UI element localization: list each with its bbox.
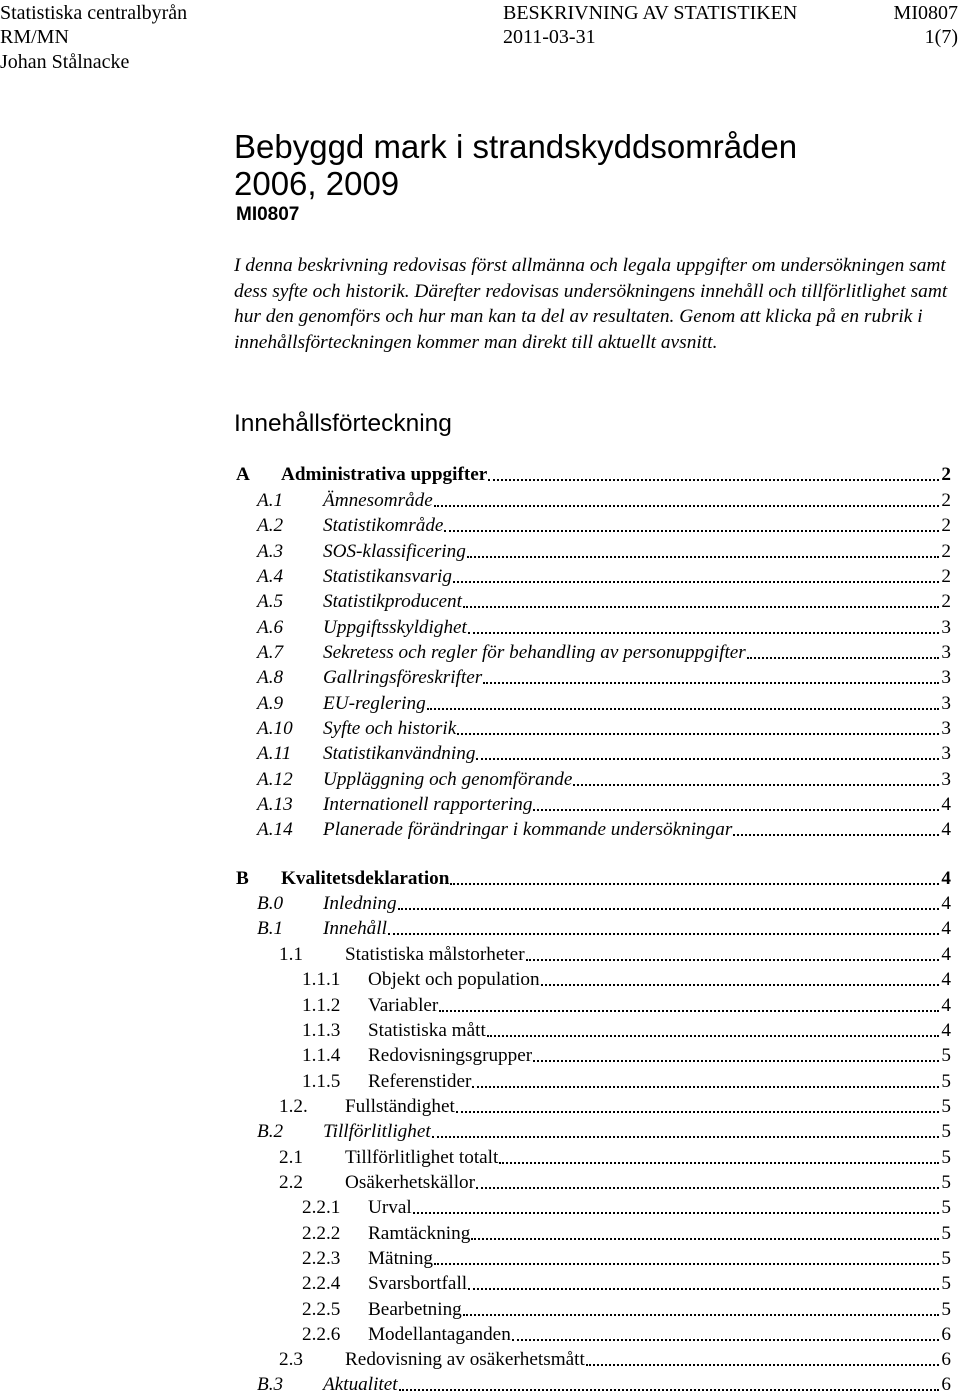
dot-leader (471, 1237, 939, 1240)
dot-leader (476, 1186, 939, 1189)
dot-leader (487, 1034, 940, 1037)
toc-entry-label: Syfte och historik (323, 718, 457, 739)
toc-entry-page: 2 (941, 566, 951, 587)
toc-entry-page: 3 (941, 769, 951, 790)
toc-entry-label: Modellantaganden (368, 1324, 511, 1345)
dot-leader (432, 1135, 940, 1138)
toc-entry-label: Statistikansvarig (323, 566, 452, 587)
dot-leader (533, 1059, 939, 1062)
toc-entry-page: 3 (941, 693, 951, 714)
toc-entry-page: 5 (941, 1147, 951, 1168)
toc-entry-1-2[interactable] (279, 1095, 951, 1119)
dot-leader (450, 882, 939, 885)
toc-entry-number: A.3 (257, 541, 284, 562)
toc-entry-1-1[interactable] (279, 943, 951, 967)
toc-entry-page: 5 (941, 1121, 951, 1142)
toc-entry-page: 3 (941, 718, 951, 739)
toc-entry-2-2-1[interactable] (302, 1196, 951, 1220)
dot-leader (586, 1363, 940, 1366)
toc-entry-page: 4 (941, 1020, 951, 1041)
toc-entry-b0[interactable] (257, 892, 951, 916)
dot-leader (541, 983, 940, 986)
toc-entry-label: Internationell rapportering (323, 794, 533, 815)
toc-entry-number: A.9 (257, 693, 284, 714)
toc-entry-number: B.2 (257, 1121, 284, 1142)
header-page-number: 1(7) (924, 26, 958, 48)
dot-leader (499, 1161, 939, 1164)
toc-entry-page: 2 (941, 591, 951, 612)
dot-leader (439, 1009, 939, 1012)
toc-entry-page: 4 (941, 868, 951, 889)
toc-entry-page: 4 (941, 995, 951, 1016)
toc-entry-number: B.3 (257, 1374, 284, 1395)
toc-entry-1-1-4[interactable] (302, 1044, 951, 1068)
toc-entry-label: Tillförlitlighet totalt (345, 1147, 499, 1168)
toc-entry-label: Statistiska målstorheter (345, 944, 525, 965)
toc-entry-page: 5 (941, 1096, 951, 1117)
toc-entry-page: 4 (941, 918, 951, 939)
toc-entry-label: Svarsbortfall (368, 1273, 468, 1294)
header-org: Statistiska centralbyrån (0, 2, 188, 24)
toc-entry-2-2-2[interactable] (302, 1222, 951, 1246)
toc-entry-number: 1.2. (279, 1096, 308, 1117)
toc-entry-b3[interactable] (257, 1373, 951, 1397)
toc-entry-number: 1.1.3 (302, 1020, 341, 1041)
toc-entry-label: Sekretess och regler för behandling av personuppgifter (323, 642, 746, 663)
dot-leader (747, 656, 940, 659)
toc-entry-a2[interactable] (257, 514, 951, 538)
dot-leader (457, 732, 939, 735)
toc-entry-2-2-4[interactable] (302, 1272, 951, 1296)
dot-leader (468, 631, 940, 634)
toc-entry-a3[interactable] (257, 540, 951, 564)
dot-leader (483, 681, 939, 684)
toc-entry-page: 3 (941, 667, 951, 688)
dot-leader (467, 555, 940, 558)
toc-entry-number: A.5 (257, 591, 284, 612)
toc-entry-page: 4 (941, 893, 951, 914)
header-date: 2011-03-31 (503, 26, 596, 48)
toc-entry-label: Ämnesområde (323, 490, 433, 511)
toc-entry-b[interactable] (236, 867, 951, 891)
toc-entry-number: 2.2.2 (302, 1223, 341, 1244)
toc-entry-label: Tillförlitlighet (323, 1121, 431, 1142)
dot-leader (526, 958, 940, 961)
toc-entry-page: 5 (941, 1248, 951, 1269)
toc-entry-label: Redovisningsgrupper (368, 1045, 533, 1066)
toc-entry-number: A.8 (257, 667, 284, 688)
toc-entry-number: B.1 (257, 918, 284, 939)
toc-entry-page: 3 (941, 642, 951, 663)
toc-entry-label: Kvalitetsdeklaration (281, 868, 450, 889)
toc-entry-number: A (236, 464, 250, 485)
dot-leader (453, 580, 939, 583)
dot-leader (427, 707, 940, 710)
toc-entry-number: 1.1.2 (302, 995, 341, 1016)
toc-entry-number: A.10 (257, 718, 293, 739)
toc-entry-2-1[interactable] (279, 1146, 951, 1170)
toc-entry-number: A.12 (257, 769, 293, 790)
toc-entry-number: A.1 (257, 490, 284, 511)
toc-entry-page: 3 (941, 617, 951, 638)
toc-entry-page: 3 (941, 743, 951, 764)
toc-entry-number: 2.2.6 (302, 1324, 341, 1345)
toc-entry-a5[interactable] (257, 590, 951, 614)
intro-paragraph: I denna beskrivning redovisas först allmänna och legala uppgifter om undersökningen samt dess syfte och historik. Därefter redovisas undersökningens innehåll och tillförlitlighet samt hur den genomförs och hur man kan ta del av resultaten. Genom att klicka på en rubrik i innehållsförteckningen kommer man direkt till aktuellt avsnitt. (234, 255, 948, 353)
toc-entry-a13[interactable] (257, 793, 951, 817)
toc-entry-2-3[interactable] (279, 1348, 951, 1372)
toc-entry-label: Gallringsföreskrifter (323, 667, 483, 688)
toc-entry-a7[interactable] (257, 641, 951, 665)
toc-entry-label: Mätning (368, 1248, 434, 1269)
dot-leader (472, 1085, 939, 1088)
toc-entry-page: 2 (941, 464, 951, 485)
dot-leader (468, 1287, 939, 1290)
toc-entry-number: A.13 (257, 794, 293, 815)
toc-entry-1-1-1[interactable] (302, 968, 951, 992)
toc-entry-label: Redovisning av osäkerhetsmått (345, 1349, 585, 1370)
toc-entry-1-1-5[interactable] (302, 1070, 951, 1094)
toc-entry-2-2-5[interactable] (302, 1298, 951, 1322)
dot-leader (512, 1338, 940, 1341)
toc-entry-page: 5 (941, 1197, 951, 1218)
toc-entry-b2[interactable] (257, 1120, 951, 1144)
toc-entry-a14[interactable] (257, 818, 951, 842)
toc-entry-page: 5 (941, 1299, 951, 1320)
toc-entry-a[interactable] (236, 463, 951, 487)
toc-entry-label: Aktualitet (323, 1374, 398, 1395)
toc-entry-number: 2.2 (279, 1172, 303, 1193)
toc-entry-number: 2.2.3 (302, 1248, 341, 1269)
toc-entry-page: 6 (941, 1324, 951, 1345)
toc-entry-label: SOS-klassificering (323, 541, 466, 562)
toc-entry-page: 6 (941, 1349, 951, 1370)
header-unit: RM/MN (0, 26, 69, 48)
toc-entry-number: A.6 (257, 617, 284, 638)
toc-entry-number: 1.1.5 (302, 1071, 341, 1092)
toc-entry-label: Objekt och population (368, 969, 540, 990)
toc-entry-label: Innehåll (323, 918, 387, 939)
toc-entry-label: Inledning (323, 893, 397, 914)
document-code: MI0807 (236, 204, 300, 225)
toc-entry-label: Statistiska mått (368, 1020, 486, 1041)
toc-entry-number: 2.1 (279, 1147, 303, 1168)
toc-entry-label: Referenstider (368, 1071, 472, 1092)
toc-entry-page: 4 (941, 969, 951, 990)
header-code: MI0807 (893, 2, 958, 24)
document-subtitle-years: 2006, 2009 (234, 165, 400, 202)
toc-entry-page: 5 (941, 1045, 951, 1066)
toc-entry-label: Statistikområde (323, 515, 444, 536)
dot-leader (733, 833, 939, 836)
toc-entry-number: B.0 (257, 893, 284, 914)
toc-entry-number: 1.1.4 (302, 1045, 341, 1066)
toc-entry-label: Variabler (368, 995, 439, 1016)
toc-entry-label: Uppgiftsskyldighet (323, 617, 467, 638)
dot-leader (399, 1388, 940, 1391)
toc-entry-number: 2.3 (279, 1349, 303, 1370)
document-title: Bebyggd mark i strandskyddsområden (234, 128, 798, 165)
toc-entry-1-1-3[interactable] (302, 1019, 951, 1043)
toc-entry-a6[interactable] (257, 616, 951, 640)
toc-entry-a12[interactable] (257, 768, 951, 792)
toc-entry-number: 2.2.5 (302, 1299, 341, 1320)
dot-leader (476, 757, 939, 760)
dot-leader (444, 529, 939, 532)
dot-leader (463, 1313, 940, 1316)
toc-entry-number: A.14 (257, 819, 293, 840)
toc-entry-label: Bearbetning (368, 1299, 462, 1320)
toc-entry-page: 5 (941, 1071, 951, 1092)
toc-entry-2-2[interactable] (279, 1171, 951, 1195)
toc-entry-number: 2.2.4 (302, 1273, 341, 1294)
toc-entry-page: 5 (941, 1223, 951, 1244)
dot-leader (573, 783, 939, 786)
dot-leader (434, 504, 940, 507)
dot-leader (533, 808, 939, 811)
toc-entry-page: 4 (941, 944, 951, 965)
dot-leader (398, 907, 940, 910)
toc-entry-number: A.7 (257, 642, 284, 663)
toc-entry-label: Statistikanvändning (323, 743, 476, 764)
toc-entry-label: Uppläggning och genomförande (323, 769, 573, 790)
toc-entry-number: A.11 (257, 743, 292, 764)
toc-entry-page: 5 (941, 1172, 951, 1193)
toc-entry-label: Fullständighet (345, 1096, 455, 1117)
toc-entry-2-2-3[interactable] (302, 1247, 951, 1271)
toc-entry-page: 2 (941, 541, 951, 562)
dot-leader (413, 1211, 940, 1214)
toc-entry-number: 1.1.1 (302, 969, 341, 990)
toc-entry-label: Ramtäckning (368, 1223, 471, 1244)
dot-leader (434, 1262, 939, 1265)
toc-entry-b1[interactable] (257, 917, 951, 941)
toc-entry-page: 2 (941, 490, 951, 511)
toc-entry-label: Planerade förändringar i kommande undersökningar (323, 819, 733, 840)
toc-entry-label: Urval (368, 1197, 412, 1218)
toc-entry-a4[interactable] (257, 565, 951, 589)
header-author: Johan Stålnacke (0, 51, 130, 73)
toc-entry-number: 2.2.1 (302, 1197, 341, 1218)
header-doc-type: BESKRIVNING AV STATISTIKEN (503, 2, 798, 24)
toc-entry-2-2-6[interactable] (302, 1323, 951, 1347)
dot-leader (488, 478, 939, 481)
toc-entry-1-1-2[interactable] (302, 994, 951, 1018)
dot-leader (463, 605, 939, 608)
dot-leader (388, 932, 939, 935)
toc-entry-a11[interactable] (257, 742, 951, 766)
toc-entry-a1[interactable] (257, 489, 951, 513)
toc-entry-a10[interactable] (257, 717, 951, 741)
toc-entry-number: B (236, 868, 249, 889)
toc-entry-label: Osäkerhetskällor (345, 1172, 476, 1193)
toc-heading: Innehållsförteckning (234, 410, 452, 437)
toc-entry-page: 5 (941, 1273, 951, 1294)
toc-entry-a8[interactable] (257, 666, 951, 690)
toc-entry-a9[interactable] (257, 692, 951, 716)
toc-entry-label: Administrativa uppgifter (281, 464, 488, 485)
toc-entry-page: 2 (941, 515, 951, 536)
dot-leader (456, 1110, 940, 1113)
toc-entry-page: 4 (941, 794, 951, 815)
toc-entry-page: 6 (941, 1374, 951, 1395)
toc-entry-label: EU-reglering (323, 693, 426, 714)
toc-entry-page: 4 (941, 819, 951, 840)
toc-entry-number: A.2 (257, 515, 284, 536)
toc-entry-label: Statistikproducent (323, 591, 462, 612)
toc-entry-number: A.4 (257, 566, 284, 587)
toc-entry-number: 1.1 (279, 944, 303, 965)
